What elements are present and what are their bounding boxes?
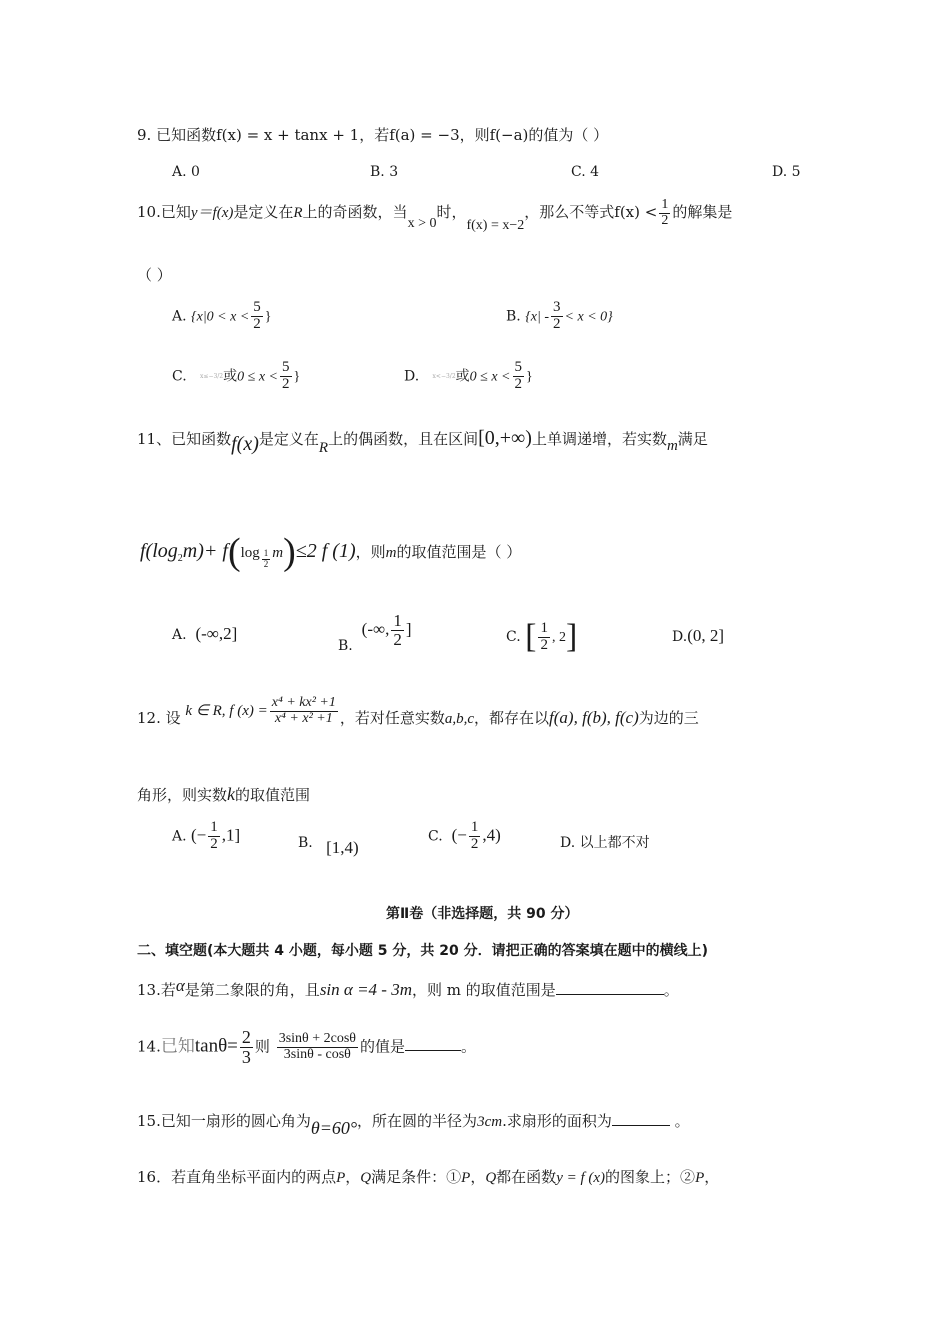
question-11-option-a: A. (-∞,2] xyxy=(172,624,238,643)
question-11-option-d: D.(0, 2] xyxy=(672,626,725,645)
question-11-option-c: C. [ $\frac{1}{2}$ , 2] xyxy=(506,618,578,655)
question-9-option-a: A. 0 xyxy=(172,164,200,180)
question-11-stem: 11、已知函数f(x)是定义在R上的偶函数，且在区间[0,+∞)上单调递增，若实数m满足 xyxy=(137,427,708,456)
question-15-answer-blank[interactable] xyxy=(612,1111,670,1126)
question-10-option-d: D. x<−3/2或0 ≤ x < $\frac{5}{2}$ } xyxy=(404,359,533,392)
question-9-stem: 9. 已知函数f(x) = x + tanx + 1，若f(a) = −3，则f(−a)的值为（ ） xyxy=(137,126,609,144)
question-12-stem: 12. 设 k ∈ R, f (x) = $\frac{\text{x⁴ + kx² +1}}{\text{x⁴ + x² +1}}$ ，若对任意实数a,b,c，都存在以f(a), f(b), f(c)为边的三 xyxy=(137,695,699,728)
question-12-option-c: C. (− $\frac{1}{2}$ ,4) xyxy=(428,819,501,852)
question-12-option-b: B. [1,4) xyxy=(298,835,359,857)
question-10-stem: 10.已知y＝f(x)是定义在R上的奇函数，当x > 0时，f(x) = x−2，那么不等式f(x) < $\frac{1}{2}$ 的解集是 xyxy=(137,197,733,234)
question-9-option-b: B. 3 xyxy=(370,164,399,180)
question-10-option-c: C. x≤−3/2或0 ≤ x < $\frac{5}{2}$ } xyxy=(172,359,301,392)
section-2-title: 第Ⅱ卷（非选择题，共 90 分） xyxy=(386,906,579,922)
question-15: 15.已知一扇形的圆心角为θ=60°，所在圆的半径为3cm.求扇形的面积为 。 xyxy=(137,1112,690,1138)
question-11-inequality: $f(\log_2m)+ f(\log$ $\frac{1}{2}$ m)≤2 f (1)，则m的取值范围是（ ） xyxy=(140,531,522,573)
question-10-option-a: A. {x|0 < x < $\frac{5}{2}$ } xyxy=(172,299,272,332)
question-14: 14.已知tanθ= $\frac{2}{3}$ 则 $\frac{3\sin\theta + 2\cos\theta}{3\sin\theta - \cos\theta}$ 的值是 。 xyxy=(137,1027,477,1067)
question-9-option-d: D. 5 xyxy=(772,164,801,180)
question-12-option-a: A. (− $\frac{1}{2}$ ,1] xyxy=(172,819,241,852)
question-9-option-c: C. 4 xyxy=(571,164,600,180)
question-12-option-d: D. 以上都不对 xyxy=(560,835,650,851)
question-11-option-b: B. (-∞, $\frac{1}{2}$ ] xyxy=(338,611,412,655)
question-14-answer-blank[interactable] xyxy=(405,1036,461,1051)
question-10-option-b: B. {x| - $\frac{3}{2}$ < x < 0} xyxy=(506,299,613,332)
question-10-paren: （ ） xyxy=(137,266,172,284)
question-13: 13.若α是第二象限的角，且sin α =4 - 3m，则 m 的取值范围是 。 xyxy=(137,976,679,999)
question-13-answer-blank[interactable] xyxy=(556,980,664,995)
question-16: 16．若直角坐标平面内的两点P，Q满足条件：①P，Q都在函数y = f (x)的图象上；②P， xyxy=(137,1168,720,1186)
section-2-heading: 二、填空题(本大题共 4 小题，每小题 5 分，共 20 分．请把正确的答案填在题中的横线上) xyxy=(137,943,709,959)
question-12-line2: 角形，则实数k的取值范围 xyxy=(137,784,311,804)
